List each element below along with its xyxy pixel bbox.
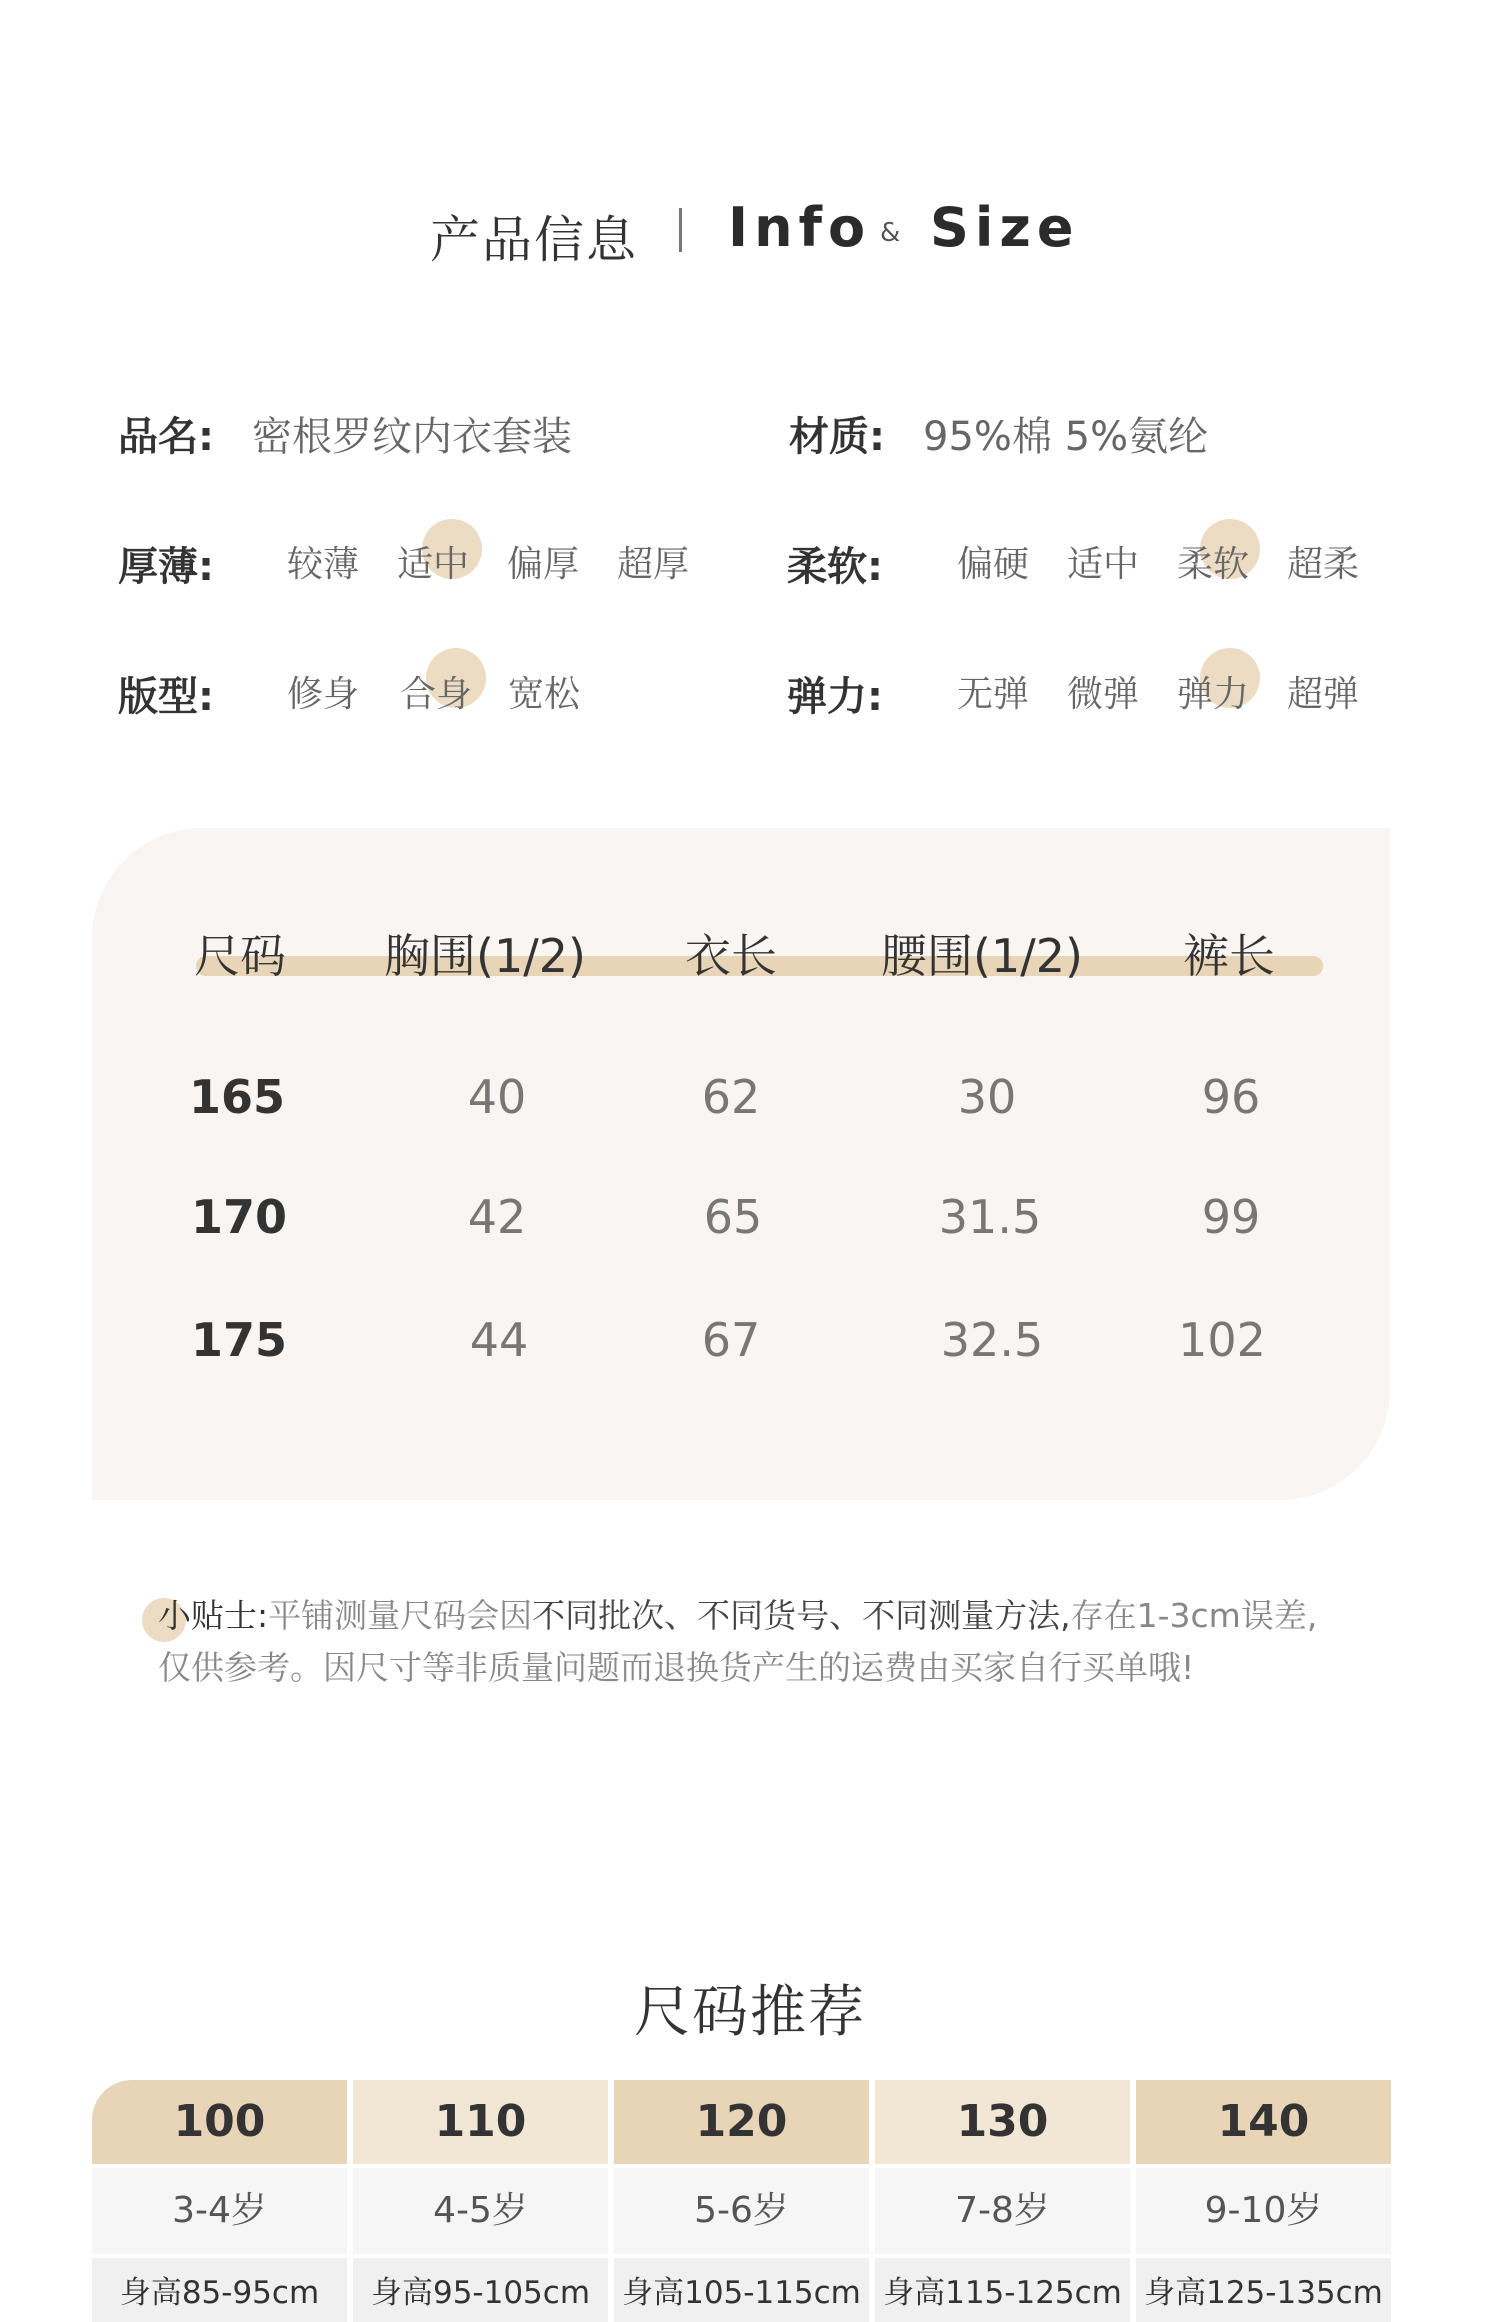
elasticity-option: 弹力 bbox=[1177, 674, 1250, 715]
name-label: 品名: bbox=[118, 414, 214, 460]
recommend-age: 4-5岁 bbox=[353, 2168, 608, 2254]
recommend-size: 110 bbox=[353, 2080, 608, 2164]
recommend-column bbox=[875, 2080, 1130, 2322]
elasticity-option: 超弹 bbox=[1287, 674, 1360, 715]
recommend-size: 100 bbox=[92, 2080, 347, 2164]
section-header bbox=[0, 196, 1500, 269]
recommend-column bbox=[614, 2080, 869, 2322]
recommend-age: 9-10岁 bbox=[1136, 2168, 1391, 2254]
recommend-column bbox=[92, 2080, 347, 2322]
elasticity-option: 微弹 bbox=[1067, 674, 1140, 715]
thickness-label: 厚薄: bbox=[118, 544, 214, 590]
elasticity-option: 无弹 bbox=[957, 674, 1030, 715]
size-table-cell: 175 bbox=[190, 1313, 288, 1367]
recommend-height: 身高95-105cm bbox=[353, 2258, 608, 2322]
thickness-option: 适中 bbox=[397, 544, 470, 585]
thickness-option: 超厚 bbox=[617, 544, 690, 585]
recommend-size: 130 bbox=[875, 2080, 1130, 2164]
size-table-cell: 170 bbox=[190, 1190, 288, 1244]
thickness-option: 偏厚 bbox=[507, 544, 580, 585]
fit-option: 合身 bbox=[400, 674, 473, 715]
softness-label: 柔软: bbox=[787, 544, 883, 590]
title-cn: 产品信息 bbox=[430, 211, 638, 269]
tip-text: 存在1-3cm误差,仅供参考。因尺寸等非质量问题而退换货产生的运费由买家自行买单哦! bbox=[158, 1596, 1318, 1687]
size-tip bbox=[158, 1590, 1338, 1694]
tip-text-emphasis: 不同批次、不同货号、不同测量方法, bbox=[532, 1596, 1071, 1635]
size-table-cell: 42 bbox=[467, 1190, 527, 1244]
size-table-cell: 44 bbox=[469, 1313, 529, 1367]
size-table-header: 胸围(1/2) bbox=[384, 929, 586, 983]
title-en-info: Info bbox=[728, 196, 872, 259]
recommend-height: 身高85-95cm bbox=[92, 2258, 347, 2322]
size-table-cell: 40 bbox=[467, 1070, 527, 1124]
recommend-age: 3-4岁 bbox=[92, 2168, 347, 2254]
recommend-age: 7-8岁 bbox=[875, 2168, 1130, 2254]
name-value: 密根罗纹内衣套装 bbox=[252, 414, 572, 460]
softness-option: 适中 bbox=[1067, 544, 1140, 585]
size-recommend-title: 尺码推荐 bbox=[634, 1980, 866, 2045]
size-table-header: 尺码 bbox=[194, 929, 286, 983]
recommend-height: 身高105-115cm bbox=[614, 2258, 869, 2322]
size-table-header: 裤长 bbox=[1183, 929, 1275, 983]
size-table-cell: 67 bbox=[701, 1313, 761, 1367]
softness-option: 偏硬 bbox=[957, 544, 1030, 585]
size-table-cell: 31.5 bbox=[938, 1190, 1042, 1244]
size-table-cell: 32.5 bbox=[940, 1313, 1044, 1367]
size-table-cell: 30 bbox=[957, 1070, 1017, 1124]
fit-option: 宽松 bbox=[508, 674, 581, 715]
material-label: 材质: bbox=[789, 414, 885, 460]
title-en-size: Size bbox=[930, 196, 1080, 259]
recommend-size: 140 bbox=[1136, 2080, 1391, 2164]
size-table-cell: 62 bbox=[701, 1070, 761, 1124]
title-en-ampersand: & bbox=[880, 218, 901, 248]
title-divider bbox=[679, 208, 682, 252]
recommend-height: 身高115-125cm bbox=[875, 2258, 1130, 2322]
recommend-height: 身高125-135cm bbox=[1136, 2258, 1391, 2322]
thickness-option: 较薄 bbox=[287, 544, 360, 585]
size-table-cell: 102 bbox=[1178, 1313, 1266, 1367]
softness-option: 柔软 bbox=[1177, 544, 1250, 585]
size-table-header: 腰围(1/2) bbox=[881, 929, 1083, 983]
recommend-column bbox=[353, 2080, 608, 2322]
fit-option: 修身 bbox=[287, 674, 360, 715]
softness-option: 超柔 bbox=[1287, 544, 1360, 585]
size-table-header: 衣长 bbox=[685, 929, 777, 983]
recommend-size: 120 bbox=[614, 2080, 869, 2164]
elasticity-label: 弹力: bbox=[787, 674, 883, 720]
tip-text: 平铺测量尺码会因 bbox=[268, 1596, 533, 1635]
recommend-column bbox=[1136, 2080, 1391, 2322]
size-table-cell: 99 bbox=[1201, 1190, 1261, 1244]
fit-label: 版型: bbox=[118, 674, 214, 720]
recommend-age: 5-6岁 bbox=[614, 2168, 869, 2254]
size-table-cell: 65 bbox=[703, 1190, 763, 1244]
tip-label: 小贴士: bbox=[158, 1596, 269, 1635]
size-table-cell: 96 bbox=[1201, 1070, 1261, 1124]
size-table-cell: 165 bbox=[188, 1070, 286, 1124]
material-value: 95%棉 5%氨纶 bbox=[923, 414, 1209, 460]
